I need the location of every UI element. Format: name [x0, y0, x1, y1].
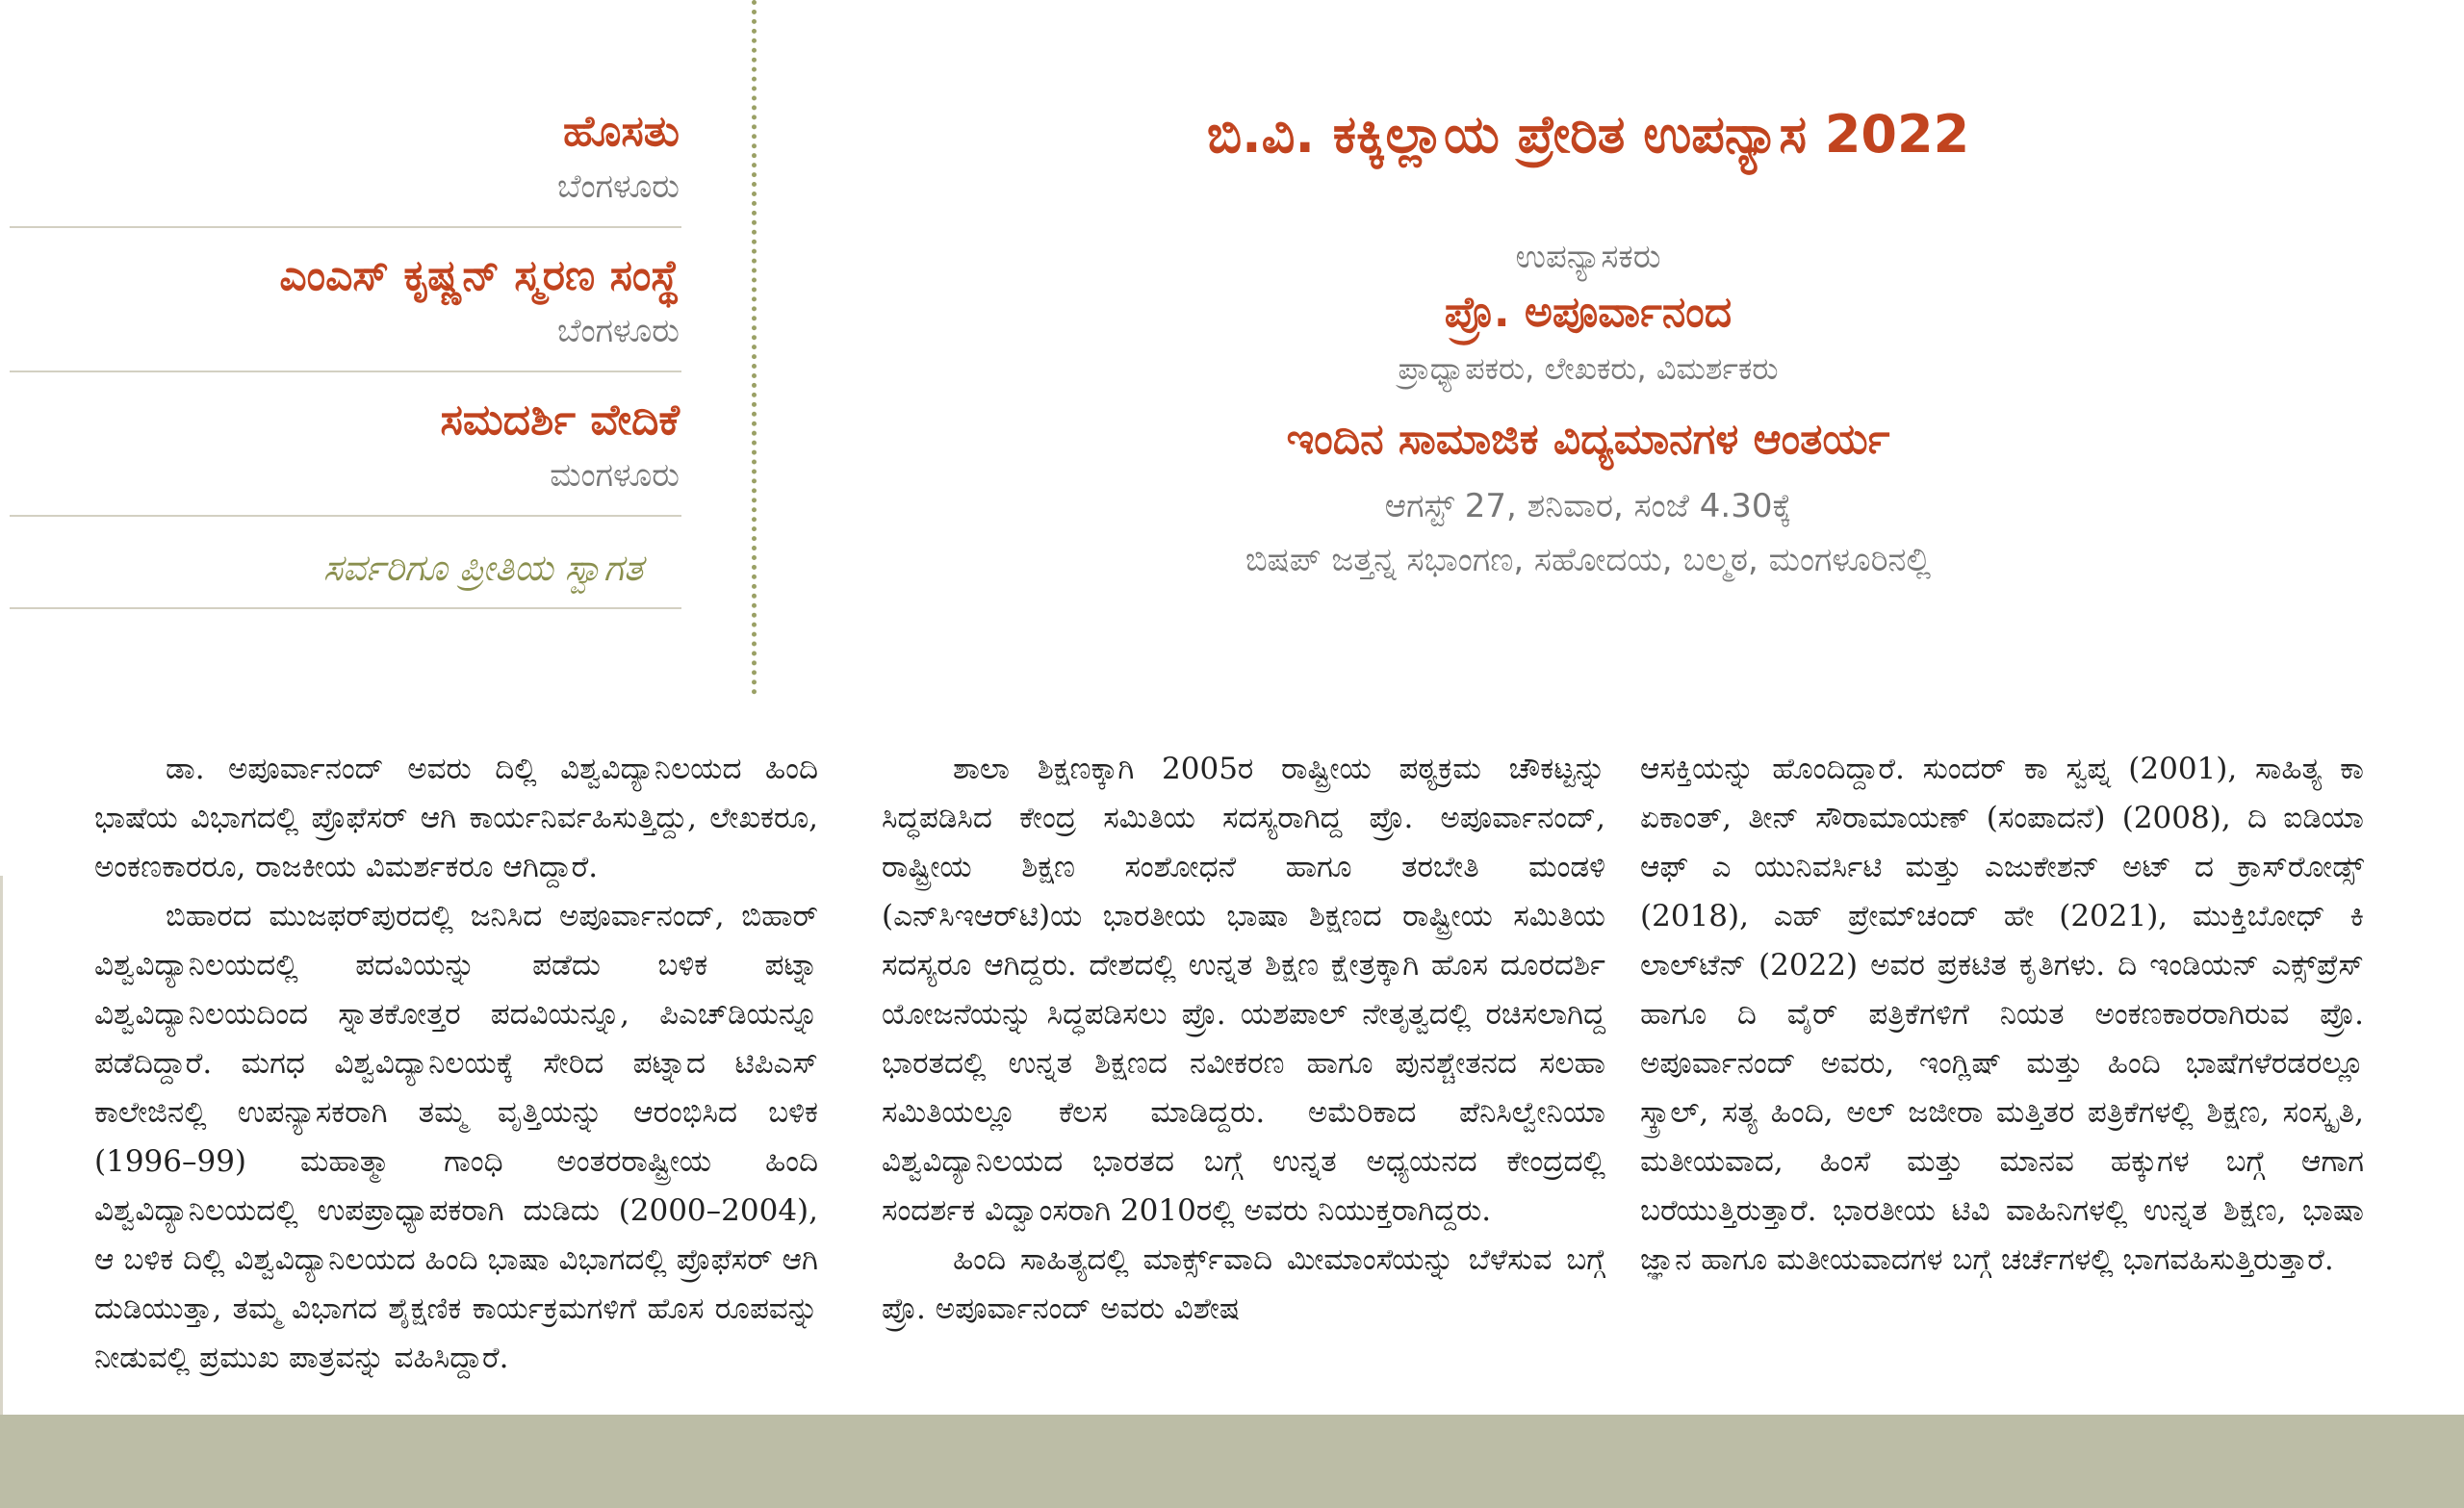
footer-band	[0, 1415, 2464, 1508]
organiser-city: ಬೆಂಗಳೂರು	[557, 167, 680, 206]
bio-paragraph: ಆಸಕ್ತಿಯನ್ನು ಹೊಂದಿದ್ದಾರೆ. ಸುಂದರ್ ಕಾ ಸ್ವಪ್ನ (2001), ಸಾಹಿತ್ಯ ಕಾ ಏಕಾಂತ್, ತೀನ್ ಸೌರಾಮಾಯಣ್ (ಸಂಪಾದನೆ) (2008), ದಿ ಐಡಿಯಾ ಆಫ್ ಎ ಯುನಿವರ್ಸಿಟಿ ಮತ್ತು ಎಜುಕೇಶನ್ ಅಟ್ ದ ಕ್ರಾಸ್‌ರೋಡ್ಸ್ (2018), ಎಹ್ ಪ್ರೇಮ್‌ಚಂದ್ ಹೇ (2021), ಮುಕ್ತಿಬೋಧ್ ಕಿ ಲಾಲ್‌ಟೆನ್ (2022) ಅವರ ಪ್ರಕಟಿತ ಕೃತಿಗಳು. ದಿ ಇಂಡಿಯನ್ ಎಕ್ಸ್‌ಪ್ರೆಸ್ ಹಾಗೂ ದಿ ವೈರ್ ಪತ್ರಿಕೆಗಳಿಗೆ ನಿಯತ ಅಂಕಣಕಾರರಾಗಿರುವ ಪ್ರೊ. ಅಪೂರ್ವಾನಂದ್ ಅವರು, ಇಂಗ್ಲಿಷ್ ಮತ್ತು ಹಿಂದಿ ಭಾಷೆಗಳೆರಡರಲ್ಲೂ ಸ್ಕ್ರಾಲ್, ಸತ್ಯ ಹಿಂದಿ, ಅಲ್ ಜಜೀರಾ ಮತ್ತಿತರ ಪತ್ರಿಕೆಗಳಲ್ಲಿ ಶಿಕ್ಷಣ, ಸಂಸ್ಕೃತಿ, ಮತೀಯವಾದ, ಹಿಂಸೆ ಮತ್ತು ಮಾನವ ಹಕ್ಕುಗಳ ಬಗ್ಗೆ ಆಗಾಗ ಬರೆಯುತ್ತಿರುತ್ತಾರೆ. ಭಾರತೀಯ ಟಿವಿ ವಾಹಿನಿಗಳಲ್ಲಿ ಉನ್ನತ ಶಿಕ್ಷಣ, ಭಾಷಾ ಜ್ಞಾನ ಹಾಗೂ ಮತೀಯವಾದಗಳ ಬಗ್ಗೆ ಚರ್ಚೆಗಳಲ್ಲಿ ಭಾಗವಹಿಸುತ್ತಿರುತ್ತಾರೆ.	[1640, 752, 2364, 1277]
speaker-label: ಉಪನ್ಯಾಸಕರು	[1515, 238, 1661, 276]
organiser-samadarshi	[10, 390, 681, 499]
organiser-divider	[10, 607, 681, 609]
organiser-city: ಮಂಗಳೂರು	[550, 456, 680, 495]
organiser-name: ಸಮದರ್ಶಿ ವೇದಿಕೆ	[440, 396, 680, 445]
organiser-divider	[10, 371, 681, 372]
bio-paragraph: ಬಿಹಾರದ ಮುಜಫರ್‌ಪುರದಲ್ಲಿ ಜನಿಸಿದ ಅಪೂರ್ವಾನಂದ್, ಬಿಹಾರ್ ವಿಶ್ವವಿದ್ಯಾನಿಲಯದಲ್ಲಿ ಪದವಿಯನ್ನು ಪಡೆದು ಬಳಿಕ ಪಟ್ನಾ ವಿಶ್ವವಿದ್ಯಾನಿಲಯದಿಂದ ಸ್ನಾತಕೋತ್ತರ ಪದವಿಯನ್ನೂ, ಪಿಎಚ್‌ಡಿಯನ್ನೂ ಪಡೆದಿದ್ದಾರೆ. ಮಗಧ ವಿಶ್ವವಿದ್ಯಾನಿಲಯಕ್ಕೆ ಸೇರಿದ ಪಟ್ನಾದ ಟಿಪಿಎಸ್ ಕಾಲೇಜಿನಲ್ಲಿ ಉಪನ್ಯಾಸಕರಾಗಿ ತಮ್ಮ ವೃತ್ತಿಯನ್ನು ಆರಂಭಿಸಿದ ಬಳಿಕ (1996–99) ಮಹಾತ್ಮಾ ಗಾಂಧಿ ಅಂತರರಾಷ್ಟ್ರೀಯ ಹಿಂದಿ ವಿಶ್ವವಿದ್ಯಾನಿಲಯದಲ್ಲಿ ಉಪಪ್ರಾಧ್ಯಾಪಕರಾಗಿ ದುಡಿದು (2000–2004), ಆ ಬಳಿಕ ದಿಲ್ಲಿ ವಿಶ್ವವಿದ್ಯಾನಿಲಯದ ಹಿಂದಿ ಭಾಷಾ ವಿಭಾಗದಲ್ಲಿ ಪ್ರೊಫೆಸರ್ ಆಗಿ ದುಡಿಯುತ್ತಾ, ತಮ್ಮ ವಿಭಾಗದ ಶೈಕ್ಷಣಿಕ ಕಾರ್ಯಕ್ರಮಗಳಿಗೆ ಹೊಸ ರೂಪವನ್ನು ನೀಡುವಲ್ಲಿ ಪ್ರಮುಖ ಪಾತ್ರವನ್ನು ವಹಿಸಿದ್ದಾರೆ.	[94, 899, 818, 1375]
organiser-name: ಹೊಸತು	[563, 107, 680, 156]
organiser-hosatu	[10, 101, 681, 211]
speaker-roles: ಪ್ರಾಧ್ಯಾಪಕರು, ಲೇಖಕರು, ವಿಮರ್ಶಕರು	[1398, 350, 1779, 387]
bio-column-1	[94, 745, 818, 1383]
lecture-topic: ಇಂದಿನ ಸಾಮಾಜಿಕ ವಿದ್ಯಮಾನಗಳ ಆಂತರ್ಯ	[1286, 415, 1890, 464]
organiser-ms-krishnan	[10, 245, 681, 355]
vertical-dotted-divider	[752, 0, 757, 695]
bio-paragraph: ಡಾ. ಅಪೂರ್ವಾನಂದ್ ಅವರು ದಿಲ್ಲಿ ವಿಶ್ವವಿದ್ಯಾನಿಲಯದ ಹಿಂದಿ ಭಾಷೆಯ ವಿಭಾಗದಲ್ಲಿ ಪ್ರೊಫೆಸರ್ ಆಗಿ ಕಾರ್ಯನಿರ್ವಹಿಸುತ್ತಿದ್ದು, ಲೇಖಕರೂ, ಅಂಕಣಕಾರರೂ, ರಾಜಕೀಯ ವಿಮರ್ಶಕರೂ ಆಗಿದ್ದಾರೆ.	[94, 752, 818, 884]
event-details	[828, 96, 2348, 587]
organiser-city: ಬೆಂಗಳೂರು	[557, 312, 680, 350]
bio-paragraph: ಶಾಲಾ ಶಿಕ್ಷಣಕ್ಕಾಗಿ 2005ರ ರಾಷ್ಟ್ರೀಯ ಪಠ್ಯಕ್ರಮ ಚೌಕಟ್ಟನ್ನು ಸಿದ್ಧಪಡಿಸಿದ ಕೇಂದ್ರ ಸಮಿತಿಯ ಸದಸ್ಯರಾಗಿದ್ದ ಪ್ರೊ. ಅಪೂರ್ವಾನಂದ್, ರಾಷ್ಟ್ರೀಯ ಶಿಕ್ಷಣ ಸಂಶೋಧನೆ ಹಾಗೂ ತರಬೇತಿ ಮಂಡಳಿ (ಎನ್‌ಸಿಇಆರ್‌ಟಿ)ಯ ಭಾರತೀಯ ಭಾಷಾ ಶಿಕ್ಷಣದ ರಾಷ್ಟ್ರೀಯ ಸಮಿತಿಯ ಸದಸ್ಯರೂ ಆಗಿದ್ದರು. ದೇಶದಲ್ಲಿ ಉನ್ನತ ಶಿಕ್ಷಣ ಕ್ಷೇತ್ರಕ್ಕಾಗಿ ಹೊಸ ದೂರದರ್ಶಿ ಯೋಜನೆಯನ್ನು ಸಿದ್ಧಪಡಿಸಲು ಪ್ರೊ. ಯಶಪಾಲ್ ನೇತೃತ್ವದಲ್ಲಿ ರಚಿಸಲಾಗಿದ್ದ ಭಾರತದಲ್ಲಿ ಉನ್ನತ ಶಿಕ್ಷಣದ ನವೀಕರಣ ಹಾಗೂ ಪುನಶ್ಚೇತನದ ಸಲಹಾ ಸಮಿತಿಯಲ್ಲೂ ಕೆಲಸ ಮಾಡಿದ್ದರು. ಅಮೆರಿಕಾದ ಪೆನಿಸಿಲ್ವೇನಿಯಾ ವಿಶ್ವವಿದ್ಯಾನಿಲಯದ ಭಾರತದ ಬಗ್ಗೆ ಉನ್ನತ ಅಧ್ಯಯನದ ಕೇಂದ್ರದಲ್ಲಿ ಸಂದರ್ಶಕ ವಿದ್ವಾಂಸರಾಗಿ 2010ರಲ್ಲಿ ಅವರು ನಿಯುಕ್ತರಾಗಿದ್ದರು.	[882, 752, 1605, 1228]
bio-paragraph: ಹಿಂದಿ ಸಾಹಿತ್ಯದಲ್ಲಿ ಮಾರ್ಕ್ಸ್‌ವಾದಿ ಮೀಮಾಂಸೆಯನ್ನು ಬೆಳೆಸುವ ಬಗ್ಗೆ ಪ್ರೊ. ಅಪೂರ್ವಾನಂದ್ ಅವರು ವಿಶೇಷ	[882, 1242, 1605, 1326]
event-title: ಬಿ.ವಿ. ಕಕ್ಕಿಲ್ಲಾಯ ಪ್ರೇರಿತ ಉಪನ್ಯಾಸ 2022	[1206, 104, 1970, 165]
left-edge-rule	[0, 876, 3, 1415]
event-date-time: ಆಗಸ್ಟ್ 27, ಶನಿವಾರ, ಸಂಜೆ 4.30ಕ್ಕೆ	[1384, 487, 1792, 525]
organiser-divider	[10, 515, 681, 517]
speaker-name: ಪ್ರೊ. ಅಪೂರ್ವಾನಂದ	[1444, 288, 1732, 337]
event-venue: ಬಿಷಪ್ ಜತ್ತನ್ನ ಸಭಾಂಗಣ, ಸಹೋದಯ, ಬಲ್ಮಠ, ಮಂಗಳೂರಿನಲ್ಲಿ	[1245, 541, 1932, 579]
organisers-column	[10, 101, 681, 626]
bio-column-3	[1640, 745, 2364, 1285]
bio-column-2	[882, 745, 1605, 1334]
welcome-message: ಸರ್ವರಿಗೂ ಪ್ರೀತಿಯ ಸ್ವಾಗತ	[322, 547, 643, 589]
organiser-name: ಎಂಎಸ್ ಕೃಷ್ಣನ್ ಸ್ಮರಣ ಸಂಸ್ಥೆ	[279, 251, 680, 300]
organiser-divider	[10, 226, 681, 228]
